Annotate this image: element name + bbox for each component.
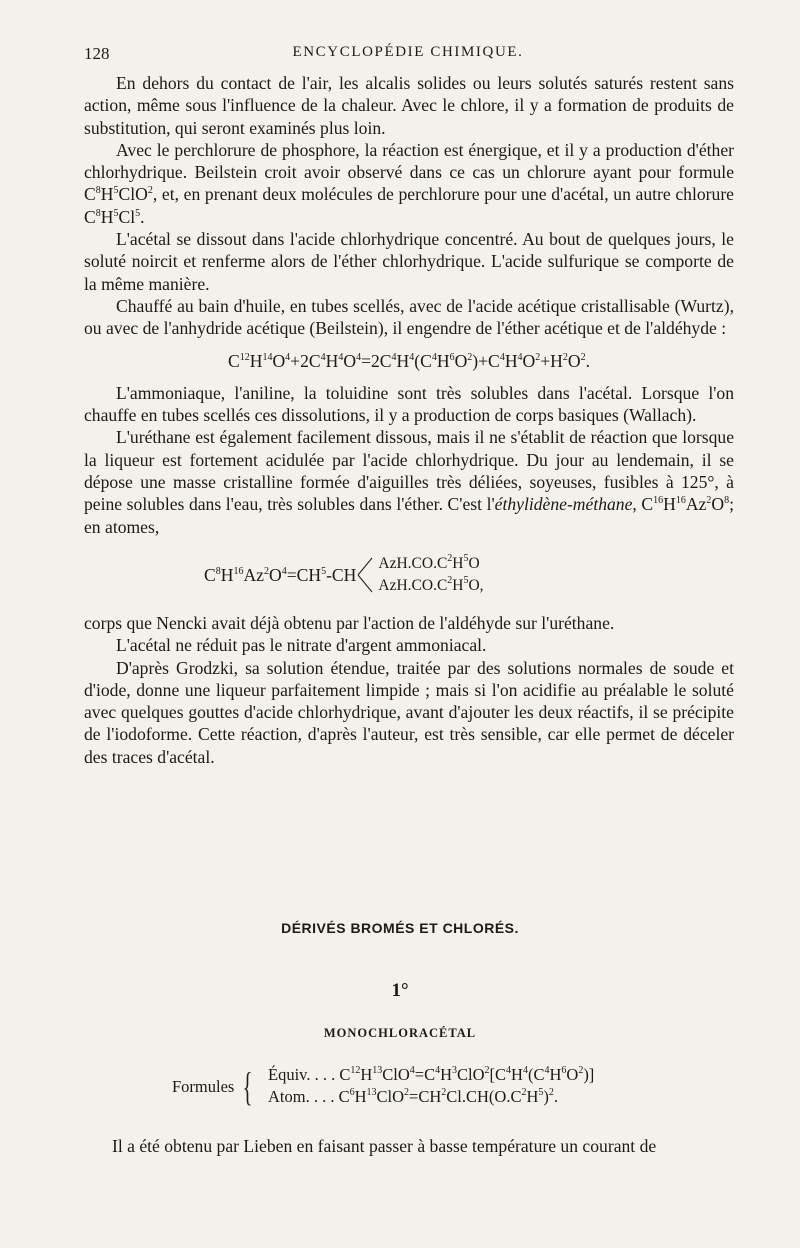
chemical-equation: $C^{12}H^{14}O^4+2C^4H^4O^4=2C^4H^4(C^4H^6O^2)+C^4H^4O^2+H^2O^2$.: [227, 350, 591, 371]
paragraph: L'ammoniaque, l'aniline, la toluidine sont très solubles dans l'acétal. Lorsque l'on chauffe en tubes scellés ces dissolutions, il y a production de corps basiques (Wallach).: [84, 382, 734, 426]
paragraph: Il a été obtenu par Lieben en faisant passer à basse température un courant de: [112, 1136, 657, 1156]
paragraph: Avec le perchlorure de phosphore, la réaction est énergique, et il y a production d'éther chlorhydrique. Beilstein croit avoir observé dans ce cas un chlorure ayant pour formule $C^8H^5ClO^2$, et, en prenant deux molécules de perchlorure pour une d'acétal, un autre chlorure $C^8H^5Cl^5$.: [84, 139, 734, 227]
paragraph: L'acétal se dissout dans l'acide chlorhydrique concentré. Au bout de quelques jours, le soluté noircit et renferme alors de l'éther chlorhydrique. L'acide sulfurique se comporte de la même manière.: [84, 229, 734, 294]
formula-branch-lines: [356, 550, 374, 600]
page-header: [84, 44, 732, 68]
paragraph: Chauffé au bain d'huile, en tubes scellés, avec de l'acide acétique cristallisable (Wurtz), ou avec de l'anhydride acétique (Beilstein), il engendre de l'éther acétique et de l'aldéhyde :: [84, 295, 734, 339]
page-number: 128: [84, 44, 110, 63]
body-text: [84, 72, 734, 768]
formula-atom: Atom. . . . $C^6H^{13}ClO^2=CH^2Cl.CH(O.C^2H^5)^2$.: [268, 1087, 559, 1106]
formules-block: [172, 1065, 732, 1113]
structural-formula: $C^8H^{16}Az^2O^4=CH^5-CH$ $AzH.CO.C^2H^5O$ $AzH.CO.C^2H^5O$,: [204, 546, 734, 604]
brace: {: [242, 1064, 253, 1109]
paragraph: corps que Nencki avait déjà obtenu par l'action de l'aldéhyde sur l'uréthane.: [84, 612, 615, 633]
section-title: DÉRIVÉS BROMÉS ET CHLORÉS.: [281, 920, 519, 936]
paragraph: D'après Grodzki, sa solution étendue, traitée par des solutions normales de soude et d'iode, donne une liqueur parfaitement limpide ; mais si l'on acidifie au préalable le soluté avec quelques gouttes d'acide chlorhydrique, avant d'ajouter les deux réactifs, il se précipite de l'iodoforme. Cette réaction, d'après l'auteur, est très sensible, car elle permet de déceler des traces d'acétal.: [84, 657, 734, 767]
subsection-title: MONOCHLORACÉTAL: [323, 1026, 477, 1040]
formula-equiv: Équiv. . . . $C^{12}H^{13}ClO^4=C^4H^3ClO^2[C^4H^4(C^4H^6O^2)]$: [268, 1065, 595, 1084]
section-number: 1°: [391, 980, 409, 1001]
paragraph: L'uréthane est également facilement dissous, mais il ne s'établit de réaction que lorsque la liqueur est fortement acidulée par l'acide chlorhydrique. Du jour au lendemain, il se dépose une masse cristalline formée d'aiguilles très déliées, soyeuses, fusibles à 125°, à peine solubles dans l'eau, très solubles dans l'éther. C'est l'éthylidène-méthane, $C^{16}H^{16}Az^2O^8$; en atomes,: [84, 427, 734, 537]
paragraph: En dehors du contact de l'air, les alcalis solides ou leurs solutés saturés restent sans action, même sous l'influence de la chaleur. Avec le chlore, il y a formation de produits de substitution, qui seront examinés plus loin.: [84, 73, 734, 138]
paragraph: L'acétal ne réduit pas le nitrate d'argent ammoniacal.: [116, 635, 487, 656]
formules-label: Formules: [172, 1077, 235, 1096]
running-title: ENCYCLOPÉDIE CHIMIQUE.: [292, 44, 524, 60]
